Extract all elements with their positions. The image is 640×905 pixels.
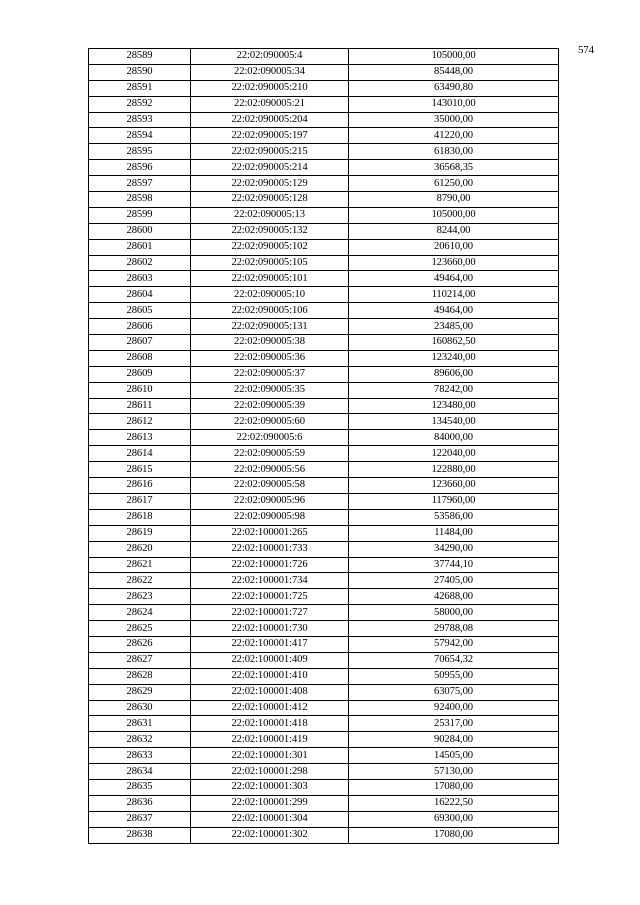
table-row — [89, 96, 559, 112]
row-number-cell: 28626 — [89, 636, 191, 652]
table-row — [89, 207, 559, 223]
cadastral-value-cell: 8790,00 — [349, 192, 559, 208]
table-row — [89, 811, 559, 827]
cadastral-number-cell: 22:02:090005:132 — [191, 223, 349, 239]
cadastral-value-cell: 57130,00 — [349, 764, 559, 780]
cadastral-value-cell: 23485,00 — [349, 319, 559, 335]
table-row — [89, 493, 559, 509]
row-number-cell: 28600 — [89, 223, 191, 239]
table-row — [89, 573, 559, 589]
cadastral-value-cell: 63490,80 — [349, 80, 559, 96]
row-number-cell: 28604 — [89, 287, 191, 303]
row-number-cell: 28618 — [89, 509, 191, 525]
table-row — [89, 192, 559, 208]
row-number-cell: 28603 — [89, 271, 191, 287]
cadastral-value-cell: 61250,00 — [349, 176, 559, 192]
cadastral-number-cell: 22:02:090005:38 — [191, 335, 349, 351]
cadastral-number-cell: 22:02:100001:409 — [191, 652, 349, 668]
cadastral-value-cell: 123480,00 — [349, 398, 559, 414]
cadastral-number-cell: 22:02:090005:10 — [191, 287, 349, 303]
cadastral-number-cell: 22:02:100001:412 — [191, 700, 349, 716]
cadastral-number-cell: 22:02:100001:298 — [191, 764, 349, 780]
cadastral-number-cell: 22:02:100001:265 — [191, 525, 349, 541]
table-row — [89, 446, 559, 462]
cadastral-number-cell: 22:02:090005:210 — [191, 80, 349, 96]
cadastral-number-cell: 22:02:100001:408 — [191, 684, 349, 700]
cadastral-value-cell: 90284,00 — [349, 732, 559, 748]
cadastral-value-cell: 122040,00 — [349, 446, 559, 462]
table-row — [89, 668, 559, 684]
row-number-cell: 28629 — [89, 684, 191, 700]
row-number-cell: 28610 — [89, 382, 191, 398]
table-row — [89, 589, 559, 605]
cadastral-value-cell: 134540,00 — [349, 414, 559, 430]
row-number-cell: 28605 — [89, 303, 191, 319]
cadastral-number-cell: 22:02:090005:215 — [191, 144, 349, 160]
row-number-cell: 28637 — [89, 811, 191, 827]
table-row — [89, 557, 559, 573]
row-number-cell: 28609 — [89, 366, 191, 382]
table-row — [89, 779, 559, 795]
cadastral-number-cell: 22:02:090005:13 — [191, 207, 349, 223]
row-number-cell: 28602 — [89, 255, 191, 271]
row-number-cell: 28599 — [89, 207, 191, 223]
cadastral-number-cell: 22:02:100001:725 — [191, 589, 349, 605]
page-number: 574 — [578, 44, 594, 56]
cadastral-number-cell: 22:02:090005:101 — [191, 271, 349, 287]
row-number-cell: 28633 — [89, 748, 191, 764]
cadastral-value-cell: 84000,00 — [349, 430, 559, 446]
row-number-cell: 28634 — [89, 764, 191, 780]
cadastral-value-cell: 105000,00 — [349, 207, 559, 223]
cadastral-number-cell: 22:02:090005:60 — [191, 414, 349, 430]
table-row — [89, 49, 559, 65]
row-number-cell: 28625 — [89, 621, 191, 637]
cadastral-number-cell: 22:02:100001:303 — [191, 779, 349, 795]
cadastral-value-cell: 50955,00 — [349, 668, 559, 684]
row-number-cell: 28630 — [89, 700, 191, 716]
table-row — [89, 541, 559, 557]
table-row — [89, 271, 559, 287]
row-number-cell: 28593 — [89, 112, 191, 128]
table-row — [89, 366, 559, 382]
cadastral-value-cell: 57942,00 — [349, 636, 559, 652]
cadastral-number-cell: 22:02:090005:197 — [191, 128, 349, 144]
table-row — [89, 128, 559, 144]
cadastral-value-cell: 14505,00 — [349, 748, 559, 764]
table-row — [89, 525, 559, 541]
row-number-cell: 28590 — [89, 64, 191, 80]
cadastral-number-cell: 22:02:090005:58 — [191, 478, 349, 494]
cadastral-value-cell: 117960,00 — [349, 493, 559, 509]
cadastral-value-cell: 123660,00 — [349, 255, 559, 271]
row-number-cell: 28608 — [89, 350, 191, 366]
row-number-cell: 28597 — [89, 176, 191, 192]
cadastral-number-cell: 22:02:090005:98 — [191, 509, 349, 525]
registry-table-body — [89, 49, 559, 844]
table-row — [89, 732, 559, 748]
table-row — [89, 652, 559, 668]
table-row — [89, 303, 559, 319]
cadastral-value-cell: 41220,00 — [349, 128, 559, 144]
table-row — [89, 335, 559, 351]
cadastral-number-cell: 22:02:100001:417 — [191, 636, 349, 652]
row-number-cell: 28623 — [89, 589, 191, 605]
cadastral-value-cell: 92400,00 — [349, 700, 559, 716]
cadastral-value-cell: 16222,50 — [349, 795, 559, 811]
cadastral-number-cell: 22:02:090005:131 — [191, 319, 349, 335]
cadastral-number-cell: 22:02:090005:21 — [191, 96, 349, 112]
cadastral-number-cell: 22:02:100001:734 — [191, 573, 349, 589]
row-number-cell: 28612 — [89, 414, 191, 430]
cadastral-number-cell: 22:02:090005:128 — [191, 192, 349, 208]
cadastral-value-cell: 8244,00 — [349, 223, 559, 239]
table-row — [89, 795, 559, 811]
table-row — [89, 176, 559, 192]
cadastral-number-cell: 22:02:090005:56 — [191, 462, 349, 478]
row-number-cell: 28592 — [89, 96, 191, 112]
registry-table — [88, 48, 559, 844]
row-number-cell: 28591 — [89, 80, 191, 96]
table-row — [89, 605, 559, 621]
row-number-cell: 28622 — [89, 573, 191, 589]
row-number-cell: 28619 — [89, 525, 191, 541]
cadastral-number-cell: 22:02:090005:96 — [191, 493, 349, 509]
cadastral-value-cell: 123660,00 — [349, 478, 559, 494]
table-row — [89, 64, 559, 80]
table-row — [89, 764, 559, 780]
cadastral-value-cell: 35000,00 — [349, 112, 559, 128]
row-number-cell: 28621 — [89, 557, 191, 573]
table-row — [89, 636, 559, 652]
row-number-cell: 28635 — [89, 779, 191, 795]
cadastral-value-cell: 42688,00 — [349, 589, 559, 605]
cadastral-value-cell: 85448,00 — [349, 64, 559, 80]
row-number-cell: 28596 — [89, 160, 191, 176]
table-row — [89, 287, 559, 303]
row-number-cell: 28638 — [89, 827, 191, 843]
cadastral-value-cell: 58000,00 — [349, 605, 559, 621]
cadastral-value-cell: 78242,00 — [349, 382, 559, 398]
table-row — [89, 478, 559, 494]
cadastral-number-cell: 22:02:090005:106 — [191, 303, 349, 319]
cadastral-value-cell: 49464,00 — [349, 303, 559, 319]
row-number-cell: 28620 — [89, 541, 191, 557]
cadastral-value-cell: 37744,10 — [349, 557, 559, 573]
cadastral-value-cell: 70654,32 — [349, 652, 559, 668]
cadastral-value-cell: 29788,08 — [349, 621, 559, 637]
table-row — [89, 700, 559, 716]
cadastral-value-cell: 69300,00 — [349, 811, 559, 827]
cadastral-value-cell: 25317,00 — [349, 716, 559, 732]
cadastral-value-cell: 53586,00 — [349, 509, 559, 525]
row-number-cell: 28611 — [89, 398, 191, 414]
cadastral-number-cell: 22:02:100001:730 — [191, 621, 349, 637]
table-row — [89, 716, 559, 732]
cadastral-value-cell: 89606,00 — [349, 366, 559, 382]
cadastral-value-cell: 160862,50 — [349, 335, 559, 351]
row-number-cell: 28627 — [89, 652, 191, 668]
cadastral-number-cell: 22:02:100001:726 — [191, 557, 349, 573]
cadastral-number-cell: 22:02:090005:102 — [191, 239, 349, 255]
cadastral-value-cell: 27405,00 — [349, 573, 559, 589]
table-row — [89, 509, 559, 525]
cadastral-value-cell: 11484,00 — [349, 525, 559, 541]
cadastral-number-cell: 22:02:090005:37 — [191, 366, 349, 382]
cadastral-number-cell: 22:02:100001:727 — [191, 605, 349, 621]
cadastral-value-cell: 36568,35 — [349, 160, 559, 176]
cadastral-number-cell: 22:02:100001:299 — [191, 795, 349, 811]
table-row — [89, 414, 559, 430]
row-number-cell: 28615 — [89, 462, 191, 478]
cadastral-number-cell: 22:02:100001:419 — [191, 732, 349, 748]
cadastral-value-cell: 143010,00 — [349, 96, 559, 112]
table-row — [89, 112, 559, 128]
table-row — [89, 80, 559, 96]
cadastral-value-cell: 34290,00 — [349, 541, 559, 557]
table-row — [89, 462, 559, 478]
table-row — [89, 827, 559, 843]
table-row — [89, 160, 559, 176]
cadastral-number-cell: 22:02:100001:418 — [191, 716, 349, 732]
row-number-cell: 28624 — [89, 605, 191, 621]
cadastral-number-cell: 22:02:100001:410 — [191, 668, 349, 684]
cadastral-value-cell: 63075,00 — [349, 684, 559, 700]
row-number-cell: 28614 — [89, 446, 191, 462]
cadastral-number-cell: 22:02:100001:304 — [191, 811, 349, 827]
cadastral-value-cell: 17080,00 — [349, 779, 559, 795]
cadastral-number-cell: 22:02:100001:301 — [191, 748, 349, 764]
table-row — [89, 398, 559, 414]
row-number-cell: 28632 — [89, 732, 191, 748]
table-row — [89, 223, 559, 239]
cadastral-number-cell: 22:02:090005:204 — [191, 112, 349, 128]
row-number-cell: 28594 — [89, 128, 191, 144]
cadastral-number-cell: 22:02:090005:35 — [191, 382, 349, 398]
row-number-cell: 28607 — [89, 335, 191, 351]
row-number-cell: 28613 — [89, 430, 191, 446]
cadastral-value-cell: 17080,00 — [349, 827, 559, 843]
table-row — [89, 748, 559, 764]
cadastral-value-cell: 110214,00 — [349, 287, 559, 303]
cadastral-number-cell: 22:02:090005:105 — [191, 255, 349, 271]
table-row — [89, 255, 559, 271]
table-row — [89, 319, 559, 335]
row-number-cell: 28595 — [89, 144, 191, 160]
cadastral-value-cell: 123240,00 — [349, 350, 559, 366]
row-number-cell: 28631 — [89, 716, 191, 732]
row-number-cell: 28589 — [89, 49, 191, 65]
table-row — [89, 430, 559, 446]
cadastral-number-cell: 22:02:100001:302 — [191, 827, 349, 843]
cadastral-number-cell: 22:02:090005:39 — [191, 398, 349, 414]
row-number-cell: 28617 — [89, 493, 191, 509]
table-row — [89, 350, 559, 366]
table-row — [89, 144, 559, 160]
cadastral-number-cell: 22:02:090005:129 — [191, 176, 349, 192]
table-row — [89, 382, 559, 398]
table-row — [89, 239, 559, 255]
cadastral-value-cell: 49464,00 — [349, 271, 559, 287]
table-row — [89, 621, 559, 637]
row-number-cell: 28636 — [89, 795, 191, 811]
cadastral-number-cell: 22:02:090005:59 — [191, 446, 349, 462]
cadastral-value-cell: 61830,00 — [349, 144, 559, 160]
cadastral-value-cell: 105000,00 — [349, 49, 559, 65]
row-number-cell: 28616 — [89, 478, 191, 494]
cadastral-number-cell: 22:02:090005:6 — [191, 430, 349, 446]
cadastral-number-cell: 22:02:100001:733 — [191, 541, 349, 557]
row-number-cell: 28598 — [89, 192, 191, 208]
cadastral-number-cell: 22:02:090005:34 — [191, 64, 349, 80]
row-number-cell: 28606 — [89, 319, 191, 335]
cadastral-number-cell: 22:02:090005:4 — [191, 49, 349, 65]
cadastral-value-cell: 122880,00 — [349, 462, 559, 478]
row-number-cell: 28601 — [89, 239, 191, 255]
cadastral-number-cell: 22:02:090005:36 — [191, 350, 349, 366]
cadastral-value-cell: 20610,00 — [349, 239, 559, 255]
table-row — [89, 684, 559, 700]
cadastral-number-cell: 22:02:090005:214 — [191, 160, 349, 176]
row-number-cell: 28628 — [89, 668, 191, 684]
